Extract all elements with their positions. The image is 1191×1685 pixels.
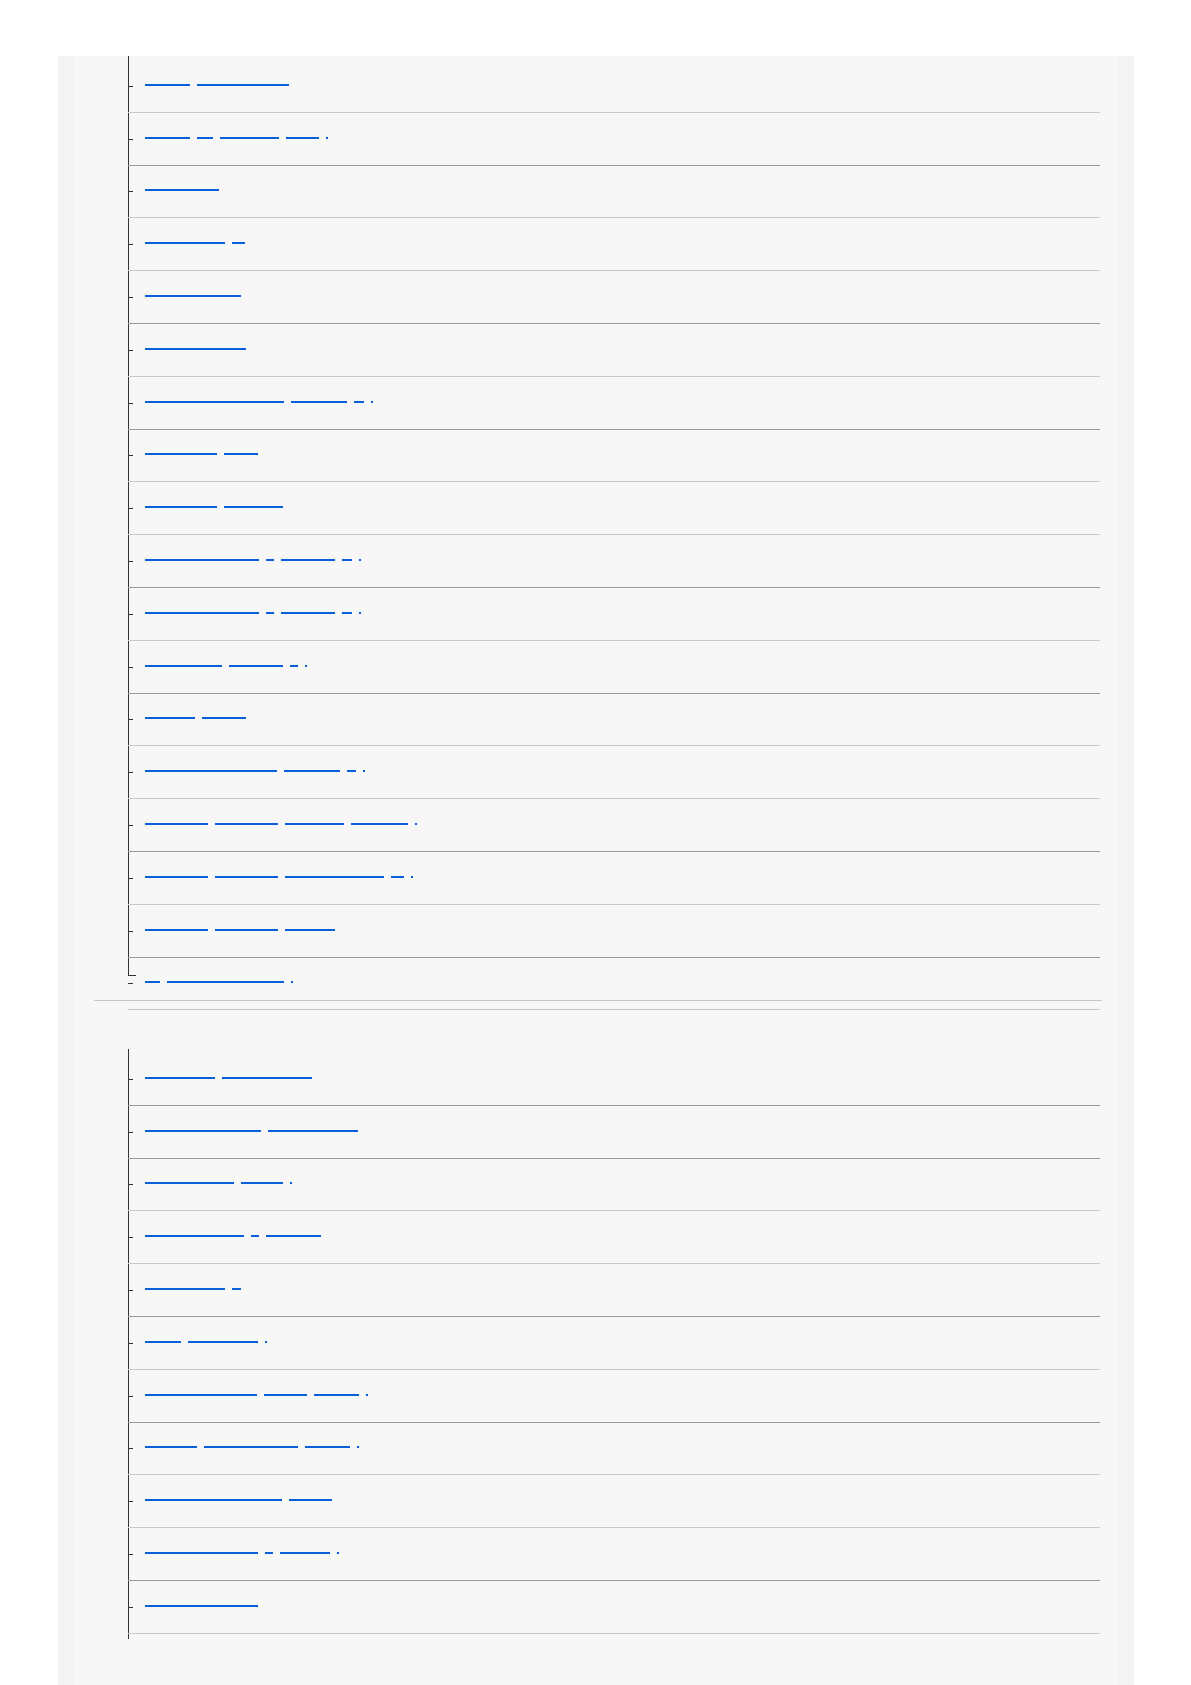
tree-item-link[interactable] [145,401,373,403]
link-underline-segment [145,665,222,667]
tree-branch-tick [128,614,133,615]
link-underline-segment [145,295,241,297]
nav-tree-section-2 [128,1053,1100,1634]
tree-branch-tick [128,244,133,245]
link-underline-segment [229,665,283,667]
tree-item-link[interactable] [145,1605,265,1607]
tree-item-link[interactable] [145,1446,359,1448]
tree-item [128,60,1100,113]
tree-item [128,1581,1100,1634]
tree-item [128,218,1100,271]
tree-item-link[interactable] [145,665,307,667]
link-underline-segment [281,559,335,561]
tree-item-link[interactable] [145,559,361,561]
link-underline-segment [266,1235,321,1237]
link-underline-segment [266,559,274,561]
tree-item-link[interactable] [145,453,265,455]
link-underline-segment [215,876,278,878]
link-underline-segment [215,929,278,931]
link-underline-segment [289,1499,332,1501]
tree-branch-tick [128,1290,133,1291]
link-underline-segment [167,981,284,983]
link-underline-segment [351,823,408,825]
tree-item-link[interactable] [145,717,253,719]
link-underline-segment [145,876,208,878]
tree-branch-tick [128,931,133,932]
link-underline-segment [197,84,289,86]
link-trailing-dot [326,137,328,139]
link-underline-segment [285,929,335,931]
link-underline-segment [197,137,213,139]
tree-item-link[interactable] [145,770,365,772]
link-underline-segment [145,612,259,614]
link-underline-segment [264,1394,307,1396]
tree-item [128,694,1100,747]
tree-branch-tick [128,350,133,351]
link-underline-segment [220,137,279,139]
tree-item-link[interactable] [145,1130,365,1132]
tree-item-link[interactable] [145,1288,248,1290]
tree-branch-tick [128,983,133,984]
tree-item-link[interactable] [145,1552,339,1554]
nav-tree-section-1 [128,60,1100,1010]
tree-item [128,1475,1100,1528]
link-underline-segment [145,1499,282,1501]
link-underline-segment [145,84,190,86]
tree-item [128,1317,1100,1370]
link-underline-segment [145,823,208,825]
link-underline-segment [222,1077,312,1079]
tree-branch-tick [128,191,133,192]
link-trailing-dot [305,665,307,667]
link-underline-segment [241,1182,283,1184]
link-underline-segment [314,1394,359,1396]
link-trailing-dot [337,1552,339,1554]
tree-branch-tick [128,86,133,87]
link-underline-segment [224,506,283,508]
tree-branch-tick [128,667,133,668]
tree-branch-tick [128,1448,133,1449]
tree-item [128,1211,1100,1264]
tree-item [128,852,1100,905]
link-underline-segment [145,717,195,719]
tree-item [128,1423,1100,1476]
tree-branch-tick [128,772,133,773]
tree-item-link[interactable] [145,189,226,191]
tree-branch-tick [128,825,133,826]
tree-item-link[interactable] [145,1182,292,1184]
tree-item-link[interactable] [145,295,248,297]
link-underline-segment [145,981,160,983]
tree-branch-tick [128,1554,133,1555]
link-underline-segment [145,1552,258,1554]
tree-item [128,905,1100,958]
tree-branch-tick [128,719,133,720]
link-trailing-dot [359,559,361,561]
link-underline-segment [145,453,217,455]
link-underline-segment [145,1077,215,1079]
tree-item [128,324,1100,377]
link-underline-segment [145,137,190,139]
tree-item-link[interactable] [145,823,417,825]
link-underline-segment [145,1288,225,1290]
link-underline-segment [145,1235,244,1237]
tree-item [128,113,1100,166]
tree-branch-tick [128,508,133,509]
link-underline-segment [145,1130,261,1132]
link-underline-segment [286,137,319,139]
tree-item-link[interactable] [145,981,293,983]
link-underline-segment [188,1341,258,1343]
tree-item-link[interactable] [145,1235,328,1237]
tree-branch-tick [128,1237,133,1238]
tree-branch-tick [128,1396,133,1397]
link-underline-segment [145,1446,197,1448]
tree-item [128,1370,1100,1423]
link-underline-segment [145,770,277,772]
tree-rows [128,60,1100,1010]
tree-item-link[interactable] [145,929,342,931]
link-underline-segment [202,717,246,719]
link-underline-segment [268,1130,358,1132]
link-underline-segment [224,453,258,455]
link-trailing-dot [371,401,373,403]
link-underline-segment [285,823,344,825]
link-underline-segment [280,1552,330,1554]
link-trailing-dot [363,770,365,772]
section-divider [94,1000,1102,1001]
link-underline-segment [291,401,347,403]
tree-item [128,1528,1100,1581]
link-underline-segment [145,929,208,931]
link-underline-segment [265,1552,273,1554]
link-underline-segment [391,876,404,878]
link-underline-segment [145,189,219,191]
tree-item [128,166,1100,219]
link-trailing-dot [366,1394,368,1396]
tree-branch-tick [128,1132,133,1133]
tree-item-link[interactable] [145,1341,267,1343]
tree-branch-tick [128,1079,133,1080]
link-trailing-dot [291,981,293,983]
link-trailing-dot [359,612,361,614]
link-underline-segment [342,612,352,614]
link-underline-segment [145,401,284,403]
tree-item [128,482,1100,535]
tree-item [128,271,1100,324]
tree-item [128,641,1100,694]
tree-branch-tick [128,1607,133,1608]
link-underline-segment [284,770,340,772]
tree-branch-tick [128,878,133,879]
tree-branch-tick [128,297,133,298]
link-underline-segment [285,876,384,878]
link-underline-segment [215,823,278,825]
link-underline-segment [251,1235,259,1237]
link-underline-segment [290,665,298,667]
link-underline-segment [232,1288,241,1290]
link-underline-segment [145,348,246,350]
link-trailing-dot [265,1341,267,1343]
link-underline-segment [145,506,217,508]
tree-item-link[interactable] [145,242,252,244]
link-underline-segment [145,559,259,561]
link-trailing-dot [415,823,417,825]
tree-item-link[interactable] [145,1499,339,1501]
tree-branch-tick [128,1184,133,1185]
tree-branch-tick [128,1501,133,1502]
tree-item-link[interactable] [145,348,253,350]
tree-item [128,799,1100,852]
link-underline-segment [145,1182,234,1184]
tree-item [128,588,1100,641]
tree-item-link[interactable] [145,612,361,614]
tree-item [128,377,1100,430]
link-underline-segment [281,612,335,614]
link-underline-segment [145,1394,257,1396]
tree-branch-tick [128,561,133,562]
tree-item-link[interactable] [145,876,413,878]
link-underline-segment [145,1341,181,1343]
link-trailing-dot [411,876,413,878]
link-underline-segment [342,559,352,561]
link-underline-segment [232,242,245,244]
tree-item [128,535,1100,588]
tree-branch-tick [128,139,133,140]
link-underline-segment [145,242,225,244]
link-underline-segment [266,612,274,614]
link-trailing-dot [290,1182,292,1184]
tree-item-link[interactable] [145,1394,368,1396]
tree-item [128,430,1100,483]
tree-item [128,746,1100,799]
link-underline-segment [204,1446,298,1448]
link-underline-segment [305,1446,350,1448]
tree-item-link[interactable] [145,84,296,86]
tree-item-link[interactable] [145,506,290,508]
tree-item [128,1106,1100,1159]
tree-item-link[interactable] [145,137,328,139]
tree-item [128,1159,1100,1212]
tree-item [128,1053,1100,1106]
link-underline-segment [354,401,364,403]
tree-rows [128,1053,1100,1634]
tree-branch-tick [128,1343,133,1344]
tree-branch-tick [128,403,133,404]
tree-item [128,958,1100,1011]
tree-branch-tick [128,455,133,456]
link-underline-segment [145,1605,258,1607]
tree-item [128,1264,1100,1317]
link-trailing-dot [357,1446,359,1448]
link-underline-segment [347,770,356,772]
tree-item-link[interactable] [145,1077,319,1079]
